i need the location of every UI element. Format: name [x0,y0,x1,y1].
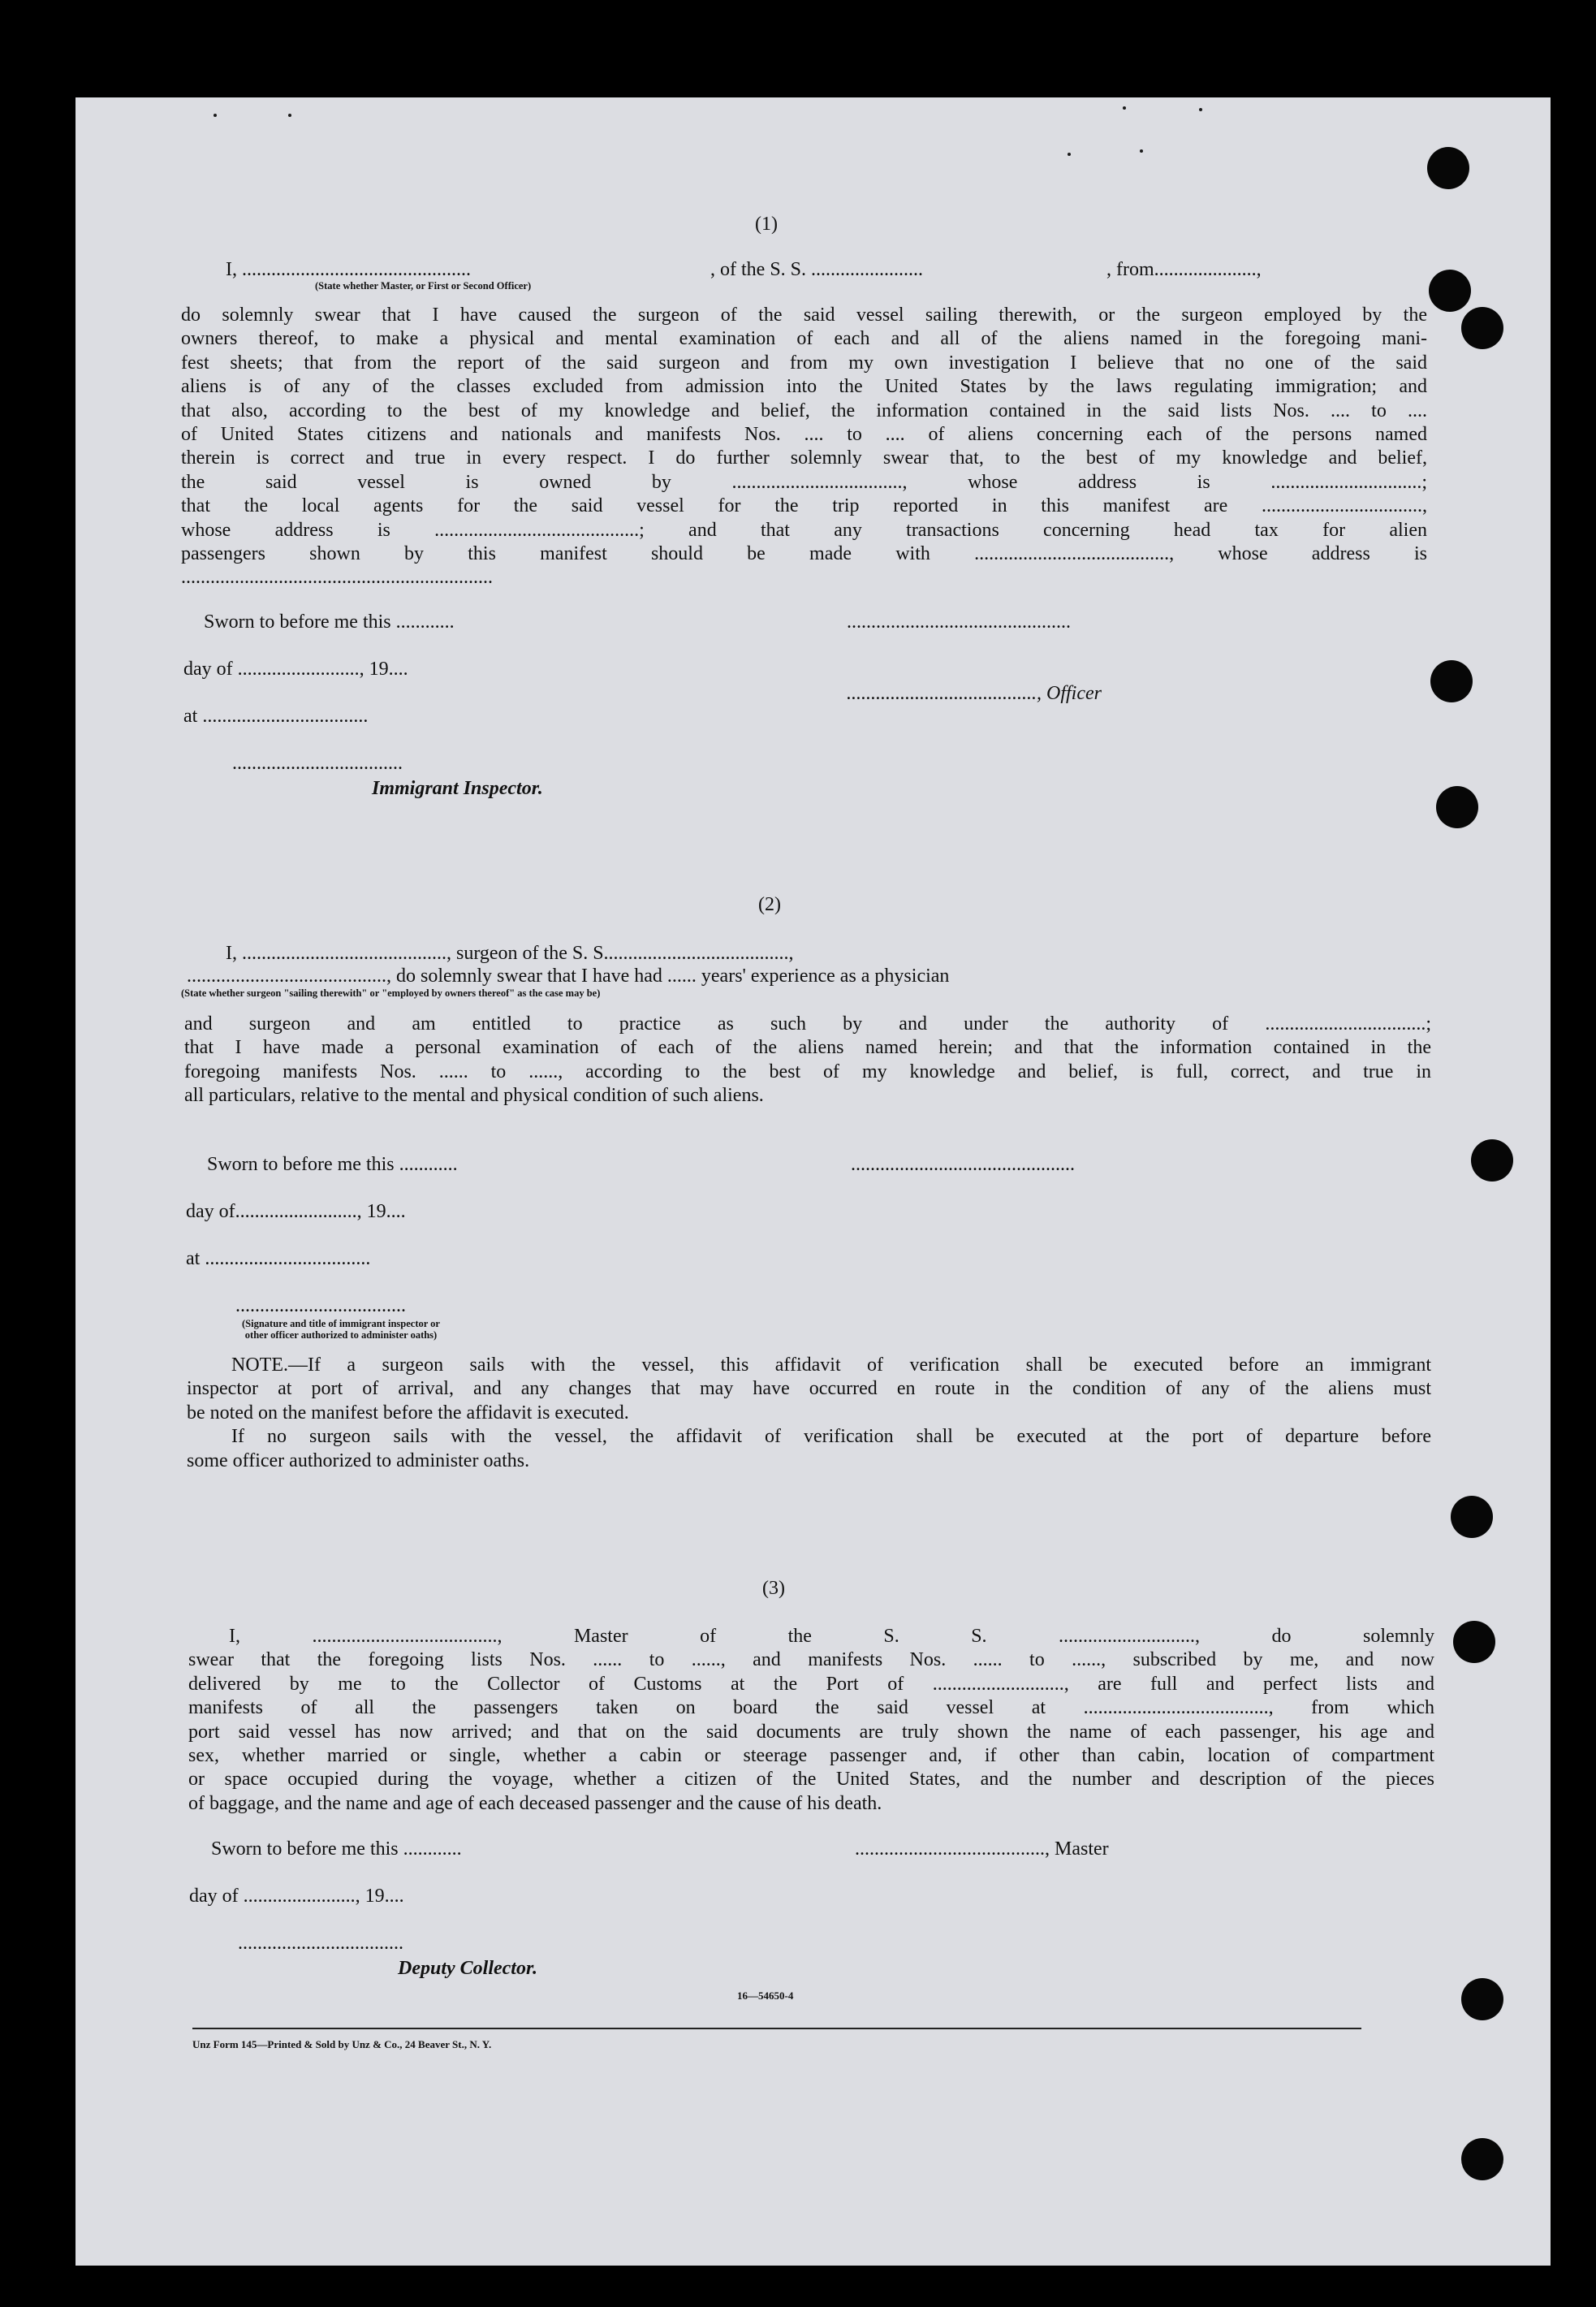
section2-subcaption: (State whether surgeon "sailing therewith" or "employed by owners thereof" as the case may be) [181,987,601,999]
body-line: that also, according to the best of my knowledge and belief, the information contained in the said lists Nos. .... to .... [181,400,1427,421]
footer-rule [192,2028,1361,2029]
body-line: that I have made a personal examination of each of the aliens named herein; and that the information contained in the [184,1037,1431,1059]
punch-hole [1461,1978,1503,2020]
punch-hole [1453,1621,1495,1663]
body-line: do solemnly swear that I have caused the surgeon of the said vessel sailing therewith, or the surgeon employed by the [181,305,1427,326]
section1-line1-mid: , of the S. S. ....................... [710,259,924,280]
section2-signature-caption [235,1318,446,1341]
section1-signature-line: ................................... [232,753,403,774]
section1-subcaption: (State whether Master, or First or Second Officer) [315,280,532,292]
body-line: manifests of all the passengers taken on board the said vessel at ......................................, from which [188,1697,1434,1719]
speck [1068,153,1071,156]
punch-hole [1461,307,1503,349]
section2-line2: ........................................., do solemnly swear that I have had ...... years' experience as a physician [187,966,950,987]
section2-note [187,1354,1431,1473]
section2-number: (2) [758,894,781,915]
form-number: 16—54650-4 [737,1989,794,2002]
body-line: swear that the foregoing lists Nos. ...... to ......, and manifests Nos. ...... to ......, subscribed by me, and now [188,1649,1434,1671]
caption-line: (Signature and title of immigrant inspector or [242,1318,440,1329]
note-line: some officer authorized to administer oaths. [187,1449,530,1471]
section2-line1: I, .........................................., surgeon of the S. S......................................, [226,943,794,964]
body-line: I, ......................................, Master of the S. S. ............................, do solemnly [229,1626,1434,1647]
footer-printer: Unz Form 145—Printed & Sold by Unz & Co., 24 Beaver St., N. Y. [192,2038,492,2050]
note-line: If no surgeon sails with the vessel, the affidavit of verification shall be executed at the port of departure before [231,1426,1431,1448]
section3-sworn: Sworn to before me this ............ [211,1838,462,1860]
speck [1123,106,1126,110]
note-line: be noted on the manifest before the affidavit is executed. [187,1402,629,1424]
section1-number: (1) [755,214,778,235]
section1-at: at .................................. [183,706,369,727]
section1-sworn-signature-line: .............................................. [847,611,1071,633]
section3-signature-line: .................................. [238,1933,403,1954]
section3-day: day of ......................., 19.... [189,1886,404,1907]
section1-inspector: Immigrant Inspector. [372,778,543,799]
body-line: and surgeon and am entitled to practice as such by and under the authority of .................................; [184,1013,1431,1035]
body-line: owners thereof, to make a physical and mental examination of each and all of the aliens named in the foregoing mani- [181,328,1427,350]
section1-body [181,304,1427,590]
punch-hole [1427,147,1469,189]
section2-body [184,1013,1431,1108]
section2-at: at .................................. [186,1248,371,1269]
punch-hole [1461,2138,1503,2180]
body-line: delivered by me to the Collector of Customs at the Port of ..........................., are full and perfect lists and [188,1673,1434,1695]
section2-day: day of........................., 19.... [186,1201,406,1222]
body-line: that the local agents for the said vessel for the trip reported in this manifest are ................................., [181,495,1427,517]
section2-sworn: Sworn to before me this ............ [207,1154,458,1175]
punch-hole [1430,660,1473,702]
section2-signature-line: ................................... [235,1295,406,1316]
punch-hole [1429,270,1471,312]
body-line: therein is correct and true in every respect. I do further solemnly swear that, to the best of my knowledge and belief, [181,447,1427,469]
body-line: of United States citizens and nationals and manifests Nos. .... to .... of aliens concerning each of the persons named [181,424,1427,446]
section1-day: day of ........................., 19.... [183,659,408,680]
punch-hole [1436,786,1478,828]
body-line: sex, whether married or single, whether a cabin or steerage passenger and, if other than cabin, location of compartment [188,1745,1434,1767]
note-line: NOTE.—If a surgeon sails with the vessel, this affidavit of verification shall be executed before an immigrant [231,1354,1431,1376]
body-line: foregoing manifests Nos. ...... to ......, according to the best of my knowledge and belief, is full, correct, and true in [184,1061,1431,1082]
punch-hole [1451,1496,1493,1538]
body-line: ................................................................ [181,567,493,589]
section1-officer: ......................................., Officer [847,683,1102,704]
body-line: aliens is of any of the classes excluded from admission into the United States by the laws regulating immigration; and [181,376,1427,398]
section3-collector: Deputy Collector. [398,1958,537,1979]
body-line: the said vessel is owned by ..................................., whose address is ...............................; [181,471,1427,493]
body-line: of baggage, and the name and age of each deceased passenger and the cause of his death. [188,1792,882,1814]
section3-master: ......................................., Master [855,1838,1109,1860]
body-line: or space occupied during the voyage, whether a citizen of the United States, and the number and description of the pieces [188,1769,1434,1791]
body-line: whose address is ..........................................; and that any transactions concerning head tax for alien [181,519,1427,541]
section1-sworn: Sworn to before me this ............ [204,611,455,633]
punch-hole [1471,1139,1513,1182]
note-line: inspector at port of arrival, and any changes that may have occurred en route in the condition of any of the aliens must [187,1378,1431,1400]
body-line: port said vessel has now arrived; and that on the said documents are truly shown the name of each passenger, his age and [188,1721,1434,1743]
caption-line: other officer authorized to administer oaths) [244,1329,438,1341]
section1-line1-right: , from....................., [1106,259,1262,280]
body-line: passengers shown by this manifest should be made with ........................................, whose address is [181,543,1427,565]
body-line: fest sheets; that from the report of the said surgeon and from my own investigation I believe that no one of the said [181,352,1427,374]
section1-line1-left: I, ............................................... [226,259,471,280]
form-page [75,97,1551,2266]
section3-body [188,1625,1434,1816]
speck [1199,108,1202,111]
section3-number: (3) [762,1578,785,1599]
body-line: all particulars, relative to the mental and physical condition of such aliens. [184,1085,764,1107]
speck [288,114,291,117]
speck [214,114,217,117]
section2-sworn-signature-line: .............................................. [851,1154,1075,1175]
speck [1140,149,1143,153]
